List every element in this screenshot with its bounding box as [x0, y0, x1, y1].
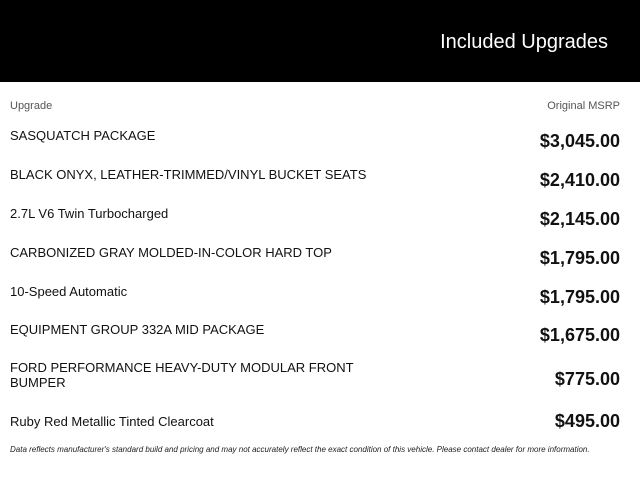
upgrade-price: $1,675.00	[539, 325, 620, 345]
upgrade-price: $1,795.00	[539, 248, 620, 268]
disclaimer-text: Data reflects manufacturer's standard build and pricing and may not accurately reflect the exact condition of this vehicle. Please contact dealer for more information.	[10, 445, 590, 454]
column-header-upgrade: Upgrade	[10, 100, 53, 112]
upgrade-row	[0, 128, 640, 168]
upgrade-price: $2,410.00	[539, 170, 620, 190]
column-header-msrp: Original MSRP	[547, 100, 620, 112]
upgrade-price: $2,145.00	[539, 209, 620, 229]
upgrade-price: $495.00	[554, 411, 620, 431]
upgrade-price: $3,045.00	[539, 131, 620, 151]
upgrade-name: CARBONIZED GRAY MOLDED-IN-COLOR HARD TOP	[10, 245, 332, 260]
upgrade-name: 2.7L V6 Twin Turbocharged	[10, 206, 169, 221]
upgrade-name: 10-Speed Automatic	[10, 284, 128, 299]
page-title: Included Upgrades	[440, 31, 608, 53]
upgrade-row	[0, 284, 640, 324]
upgrade-name: BLACK ONYX, LEATHER-TRIMMED/VINYL BUCKET SEATS	[10, 167, 367, 182]
upgrade-name: Ruby Red Metallic Tinted Clearcoat	[10, 414, 214, 429]
upgrade-name: FORD PERFORMANCE HEAVY-DUTY MODULAR FRONT BUMPER	[10, 360, 354, 390]
upgrade-name: EQUIPMENT GROUP 332A MID PACKAGE	[10, 322, 265, 337]
upgrade-name: SASQUATCH PACKAGE	[10, 128, 156, 143]
upgrade-row	[0, 167, 640, 207]
upgrade-row	[0, 322, 640, 362]
upgrade-row	[0, 245, 640, 285]
upgrade-price: $775.00	[554, 369, 620, 389]
upgrade-price: $1,795.00	[539, 287, 620, 307]
upgrade-row	[0, 360, 640, 400]
header-bar	[0, 0, 640, 82]
upgrade-row	[0, 206, 640, 246]
